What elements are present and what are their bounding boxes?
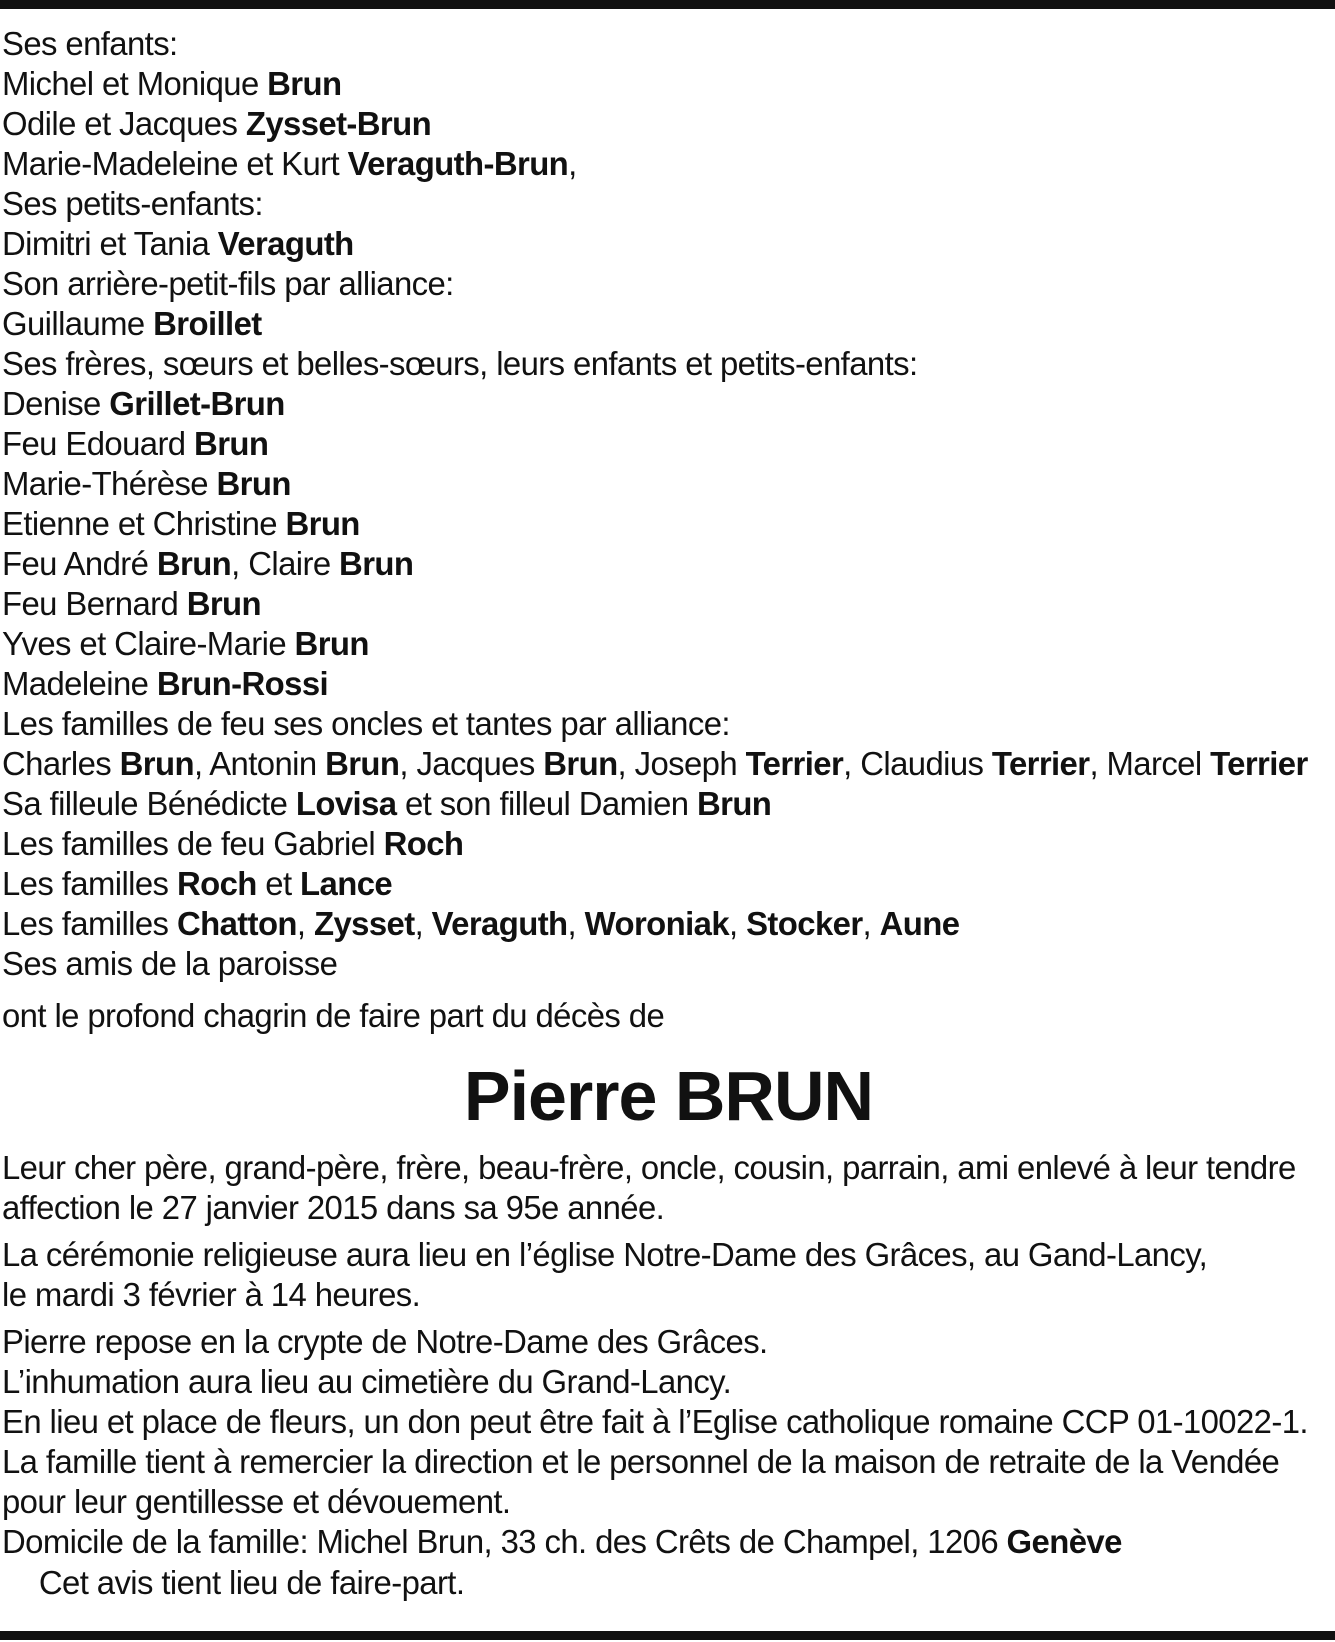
text-segment: Yves et Claire-Marie xyxy=(2,625,295,662)
text-segment: Etienne et Christine xyxy=(2,505,286,542)
surname: Broillet xyxy=(153,305,262,342)
paragraph-line xyxy=(2,1235,1330,1275)
surname: Terrier xyxy=(745,745,844,782)
family-line xyxy=(2,744,1330,784)
family-line xyxy=(2,584,1330,624)
text-segment: Son arrière-petit-fils par alliance: xyxy=(2,265,454,302)
text-segment: le mardi 3 février à 14 heures. xyxy=(2,1276,421,1313)
family-line xyxy=(2,624,1330,664)
surname: Brun xyxy=(339,545,414,582)
text-segment: pour leur gentillesse et dévouement. xyxy=(2,1483,511,1520)
text-segment: , xyxy=(414,905,432,942)
family-line xyxy=(2,944,1330,984)
text-segment: Pierre repose en la crypte de Notre-Dame des Grâces. xyxy=(2,1323,768,1360)
family-line xyxy=(2,104,1330,144)
family-line xyxy=(2,184,1330,224)
text-segment: , xyxy=(862,905,880,942)
surname: Lovisa xyxy=(295,785,397,822)
family-line xyxy=(2,544,1330,584)
paragraph xyxy=(2,1148,1335,1228)
text-segment: Les familles de feu ses oncles et tantes par alliance: xyxy=(2,705,730,742)
closing-line: Cet avis tient lieu de faire-part. xyxy=(38,1564,465,1601)
text-segment: Marie-Madeleine et Kurt xyxy=(2,145,348,182)
surname: Brun xyxy=(156,545,232,582)
text-segment: , Claire xyxy=(231,545,340,582)
obituary-notice xyxy=(0,24,1335,1603)
family-line xyxy=(2,824,1330,864)
text-segment: Leur cher père, grand-père, frère, beau-frère, oncle, cousin, parrain, ami enlevé à leur tendre xyxy=(2,1149,1296,1186)
surname: Genève xyxy=(1006,1523,1122,1560)
text-segment: Ses enfants: xyxy=(2,25,178,62)
text-segment: , xyxy=(568,145,577,182)
text-segment: , Claudius xyxy=(843,745,992,782)
details-block xyxy=(2,1148,1335,1562)
text-segment: , xyxy=(567,905,585,942)
text-segment: La cérémonie religieuse aura lieu en l’église Notre-Dame des Grâces, au Gand-Lancy, xyxy=(2,1236,1208,1273)
paragraph-line xyxy=(2,1322,1330,1362)
family-line xyxy=(2,24,1330,64)
paragraph-line xyxy=(2,1148,1330,1188)
text-segment: , Joseph xyxy=(617,745,746,782)
text-segment: Les familles de feu Gabriel xyxy=(2,825,384,862)
surname: Brun xyxy=(543,745,618,782)
paragraph-line xyxy=(2,1482,1330,1522)
surname: Brun xyxy=(267,65,342,102)
paragraph-line xyxy=(2,1275,1330,1315)
family-line xyxy=(2,264,1330,304)
surname: Brun xyxy=(285,505,360,542)
surname: Veraguth xyxy=(431,905,568,942)
family-line xyxy=(2,904,1330,944)
text-segment: En lieu et place de fleurs, un don peut être fait à l’Eglise catholique romaine CCP 01-10022-1. xyxy=(2,1403,1308,1440)
family-line xyxy=(2,224,1330,264)
surname: Lance xyxy=(300,865,393,902)
surname: Veraguth xyxy=(217,225,354,262)
paragraph xyxy=(2,1235,1335,1315)
text-segment: Domicile de la famille: Michel Brun, 33 ch. des Crêts de Champel, 1206 xyxy=(2,1523,1007,1560)
text-segment: Guillaume xyxy=(2,305,154,342)
text-segment: Michel et Monique xyxy=(2,65,268,102)
family-line xyxy=(2,784,1330,824)
text-segment: Marie-Thérèse xyxy=(2,465,217,502)
family-line xyxy=(2,304,1330,344)
paragraph-line xyxy=(2,1522,1330,1562)
family-line xyxy=(2,664,1330,704)
paragraph-line xyxy=(2,1188,1330,1228)
surname: Veraguth-Brun xyxy=(347,145,569,182)
surname: Stocker xyxy=(746,905,863,942)
text-segment: , Jacques xyxy=(399,745,544,782)
family-line xyxy=(2,864,1330,904)
text-segment: , Marcel xyxy=(1089,745,1211,782)
surname: Roch xyxy=(383,825,464,862)
surname: Brun xyxy=(696,785,772,822)
text-segment: Dimitri et Tania xyxy=(2,225,218,262)
text-segment: Ses amis de la paroisse xyxy=(2,945,338,982)
family-line xyxy=(2,384,1330,424)
family-list xyxy=(2,24,1335,984)
surname: Zysset xyxy=(313,905,415,942)
text-segment: Feu André xyxy=(2,545,157,582)
text-segment: La famille tient à remercier la direction et le personnel de la maison de retraite de la Vendée xyxy=(2,1443,1280,1480)
surname: Brun xyxy=(325,745,400,782)
surname: Terrier xyxy=(991,745,1090,782)
family-line xyxy=(2,344,1330,384)
surname: Brun xyxy=(119,745,194,782)
text-segment: , xyxy=(729,905,747,942)
paragraph xyxy=(2,1322,1335,1562)
text-segment: Feu Edouard xyxy=(2,425,195,462)
text-segment: Ses petits-enfants: xyxy=(2,185,263,222)
text-segment: Madeleine xyxy=(2,665,157,702)
surname: Brun xyxy=(294,625,369,662)
surname: Aune xyxy=(879,905,960,942)
text-segment: affection le 27 janvier 2015 dans sa 95e année. xyxy=(2,1189,665,1226)
surname: Woroniak xyxy=(584,905,730,942)
text-segment: Les familles xyxy=(2,865,177,902)
text-segment: Denise xyxy=(2,385,110,422)
bottom-rule xyxy=(0,1631,1335,1640)
text-segment: Les familles xyxy=(2,905,177,942)
family-line xyxy=(2,504,1330,544)
paragraph-line xyxy=(2,1362,1330,1402)
family-line xyxy=(2,704,1330,744)
surname: Zysset-Brun xyxy=(245,105,432,142)
surname: Chatton xyxy=(176,905,297,942)
text-segment: L’inhumation aura lieu au cimetière du Grand-Lancy. xyxy=(2,1363,732,1400)
paragraph-line xyxy=(2,1402,1330,1442)
family-line xyxy=(2,144,1330,184)
text-segment: Charles xyxy=(2,745,120,782)
family-line xyxy=(2,424,1330,464)
text-segment: , Antonin xyxy=(193,745,326,782)
text-segment: et xyxy=(256,865,301,902)
text-segment: Sa filleule Bénédicte xyxy=(2,785,296,822)
deceased-name: Pierre BRUN xyxy=(463,1057,874,1135)
surname: Roch xyxy=(176,865,257,902)
surname: Brun-Rossi xyxy=(156,665,329,702)
surname: Brun xyxy=(216,465,291,502)
top-rule xyxy=(0,0,1335,9)
surname: Terrier xyxy=(1210,745,1308,782)
surname: Grillet-Brun xyxy=(109,385,285,422)
announcement-line: ont le profond chagrin de faire part du décès de xyxy=(2,997,665,1034)
text-segment: et son filleul Damien xyxy=(396,785,697,822)
text-segment: Odile et Jacques xyxy=(2,105,246,142)
family-line xyxy=(2,464,1330,504)
text-segment: Feu Bernard xyxy=(2,585,187,622)
surname: Brun xyxy=(186,585,262,622)
surname: Brun xyxy=(194,425,269,462)
family-line xyxy=(2,64,1330,104)
text-segment: Ses frères, sœurs et belles-sœurs, leurs enfants et petits-enfants: xyxy=(2,345,918,382)
paragraph-line xyxy=(2,1442,1330,1482)
text-segment: , xyxy=(296,905,314,942)
